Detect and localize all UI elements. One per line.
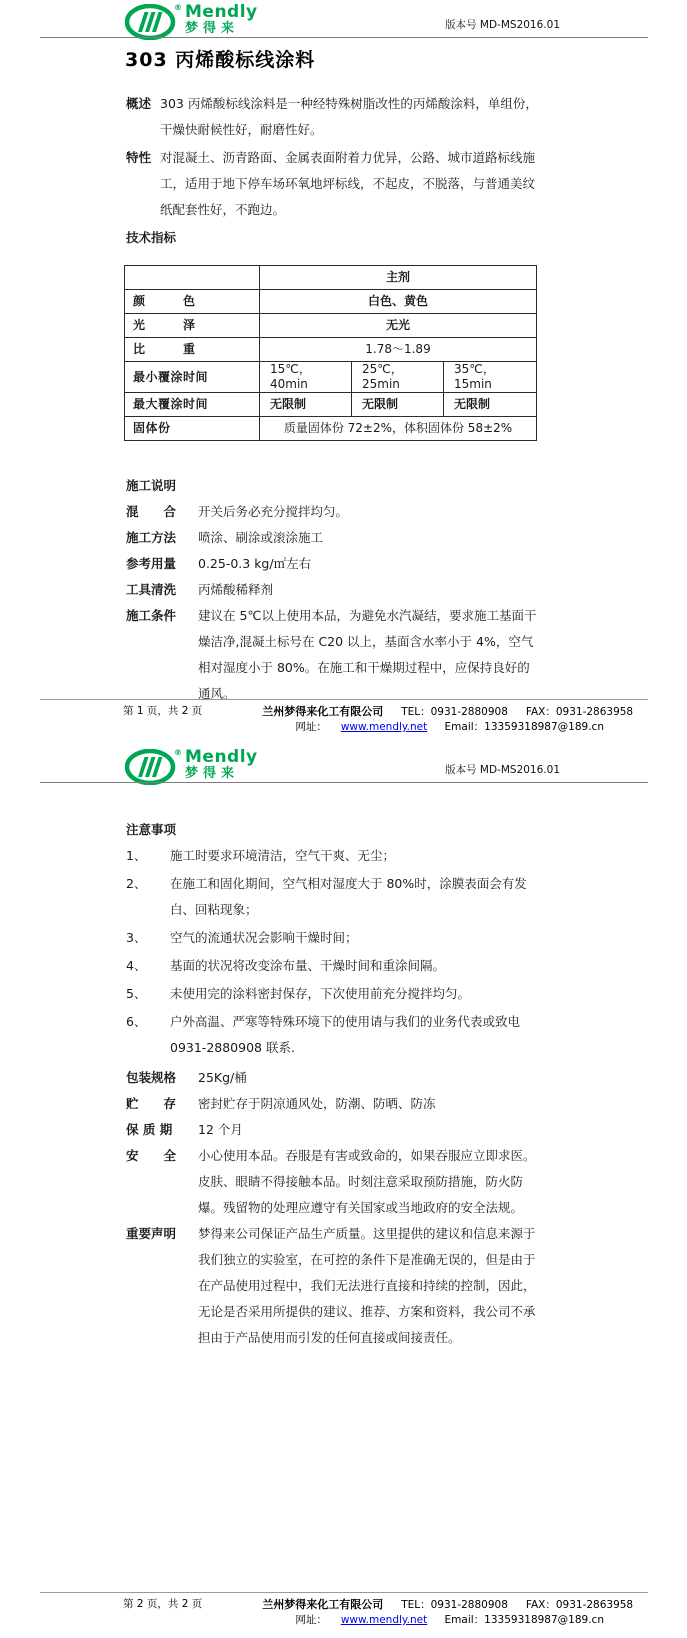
- construction-item-dosage: [126, 551, 542, 577]
- tech-spec-heading: 技术指标: [126, 230, 177, 245]
- table-label-min-recoat: 最小覆涂时间: [125, 362, 260, 393]
- packaging-label: 包装规格: [126, 1070, 177, 1085]
- conditions-label: 施工条件: [126, 608, 177, 623]
- construction-heading: 施工说明: [126, 478, 177, 493]
- shelf-life-text: 12 个月: [198, 1122, 243, 1137]
- construction-item-method: [126, 525, 542, 551]
- version-label: 版本号 MD-MS2016.01: [445, 19, 560, 31]
- header-divider: [40, 782, 648, 783]
- table-cell-empty: [125, 266, 260, 290]
- company-email: Email：13359318987@189.cn: [444, 1614, 604, 1626]
- overview-section: [126, 91, 542, 143]
- storage-text: 密封贮存于阴凉通风处，防潮、防晒、防冻: [198, 1096, 436, 1111]
- company-info: [262, 1597, 651, 1628]
- safety-text: 小心使用本品。吞服是有害或致命的，如果吞服应立即求医。皮肤、眼睛不得接触本品。时刻注意采取预防措施，防火防爆。残留物的处理应遵守有关国家或当地政府的安全法规。: [198, 1148, 536, 1215]
- company-fax: FAX：0931-2863958: [525, 1599, 634, 1611]
- mendly-logo-icon: [125, 4, 177, 40]
- website-link[interactable]: www.mendly.net: [340, 721, 428, 733]
- website-link[interactable]: www.mendly.net: [340, 1614, 428, 1626]
- logo-text: [185, 4, 258, 35]
- info-item-safety: [126, 1143, 544, 1221]
- dosage-label: 参考用量: [126, 556, 177, 571]
- footer-divider: [40, 699, 648, 700]
- notes-heading: 注意事项: [126, 822, 177, 837]
- version-label: 版本号 MD-MS2016.01: [445, 764, 560, 776]
- info-item-storage: [126, 1091, 544, 1117]
- table-value-gloss: 无光: [260, 314, 537, 338]
- cleaning-text: 丙烯酸稀释剂: [198, 582, 274, 597]
- table-row-max-recoat: [125, 393, 537, 417]
- construction-item-cleaning: [126, 577, 542, 603]
- page1-header: [0, 0, 687, 38]
- note-number: 3、: [126, 930, 147, 945]
- method-label: 施工方法: [126, 530, 177, 545]
- table-row-density: [125, 338, 537, 362]
- page-number: 第 1 页，共 2 页: [123, 705, 203, 717]
- note-number: 1、: [126, 848, 147, 863]
- method-text: 喷涂、刷涂或滚涂施工: [198, 530, 324, 545]
- table-label-gloss: 光 泽: [125, 314, 260, 338]
- header-divider: [40, 37, 648, 38]
- note-text: 户外高温、严寒等特殊环境下的使用请与我们的业务代表或致电 0931-2880908 联系.: [170, 1014, 521, 1055]
- table-row-min-recoat: [125, 362, 537, 393]
- note-item-1: [126, 843, 544, 869]
- table-row-gloss: [125, 314, 537, 338]
- construction-item-conditions: [126, 603, 542, 707]
- overview-label: 概述: [126, 96, 152, 111]
- note-text: 未使用完的涂料密封保存，下次使用前充分搅拌均匀。: [170, 986, 471, 1001]
- page-2: [0, 745, 687, 1638]
- mendly-logo: [125, 749, 258, 785]
- feature-label: 特性: [126, 150, 152, 165]
- brand-name: Mendly: [185, 2, 258, 22]
- page-1: [0, 0, 687, 745]
- notes-list: [0, 843, 687, 1061]
- note-item-2: [126, 871, 544, 923]
- info-item-disclaimer: [126, 1221, 544, 1351]
- table-row-header: [125, 266, 537, 290]
- page2-footer: [0, 1592, 687, 1638]
- mixing-text: 开关后务必充分搅拌均匀。: [198, 504, 349, 519]
- logo-text: [185, 749, 258, 780]
- note-number: 5、: [126, 986, 147, 1001]
- table-value-solids: 质量固体份 72±2%，体积固体份 58±2%: [260, 417, 537, 441]
- company-tel: TEL：0931-2880908: [401, 706, 508, 718]
- page1-footer: [0, 699, 687, 745]
- table-value-color: 白色、黄色: [260, 290, 537, 314]
- table-value-density: 1.78～1.89: [260, 338, 537, 362]
- brand-name-cn: 梦得来: [185, 766, 240, 781]
- registered-trademark: ®: [174, 748, 182, 757]
- table-label-solids: 固体份: [125, 417, 260, 441]
- table-row-color: [125, 290, 537, 314]
- conditions-text: 建议在 5℃以上使用本品，为避免水汽凝结，要求施工基面干燥洁净,混凝土标号在 C20 以上，基面含水率小于 4%，空气相对湿度小于 80%。在施工和干燥期过程中，应保持良好的通风。: [198, 608, 537, 701]
- disclaimer-text: 梦得来公司保证产品生产质量。这里提供的建议和信息来源于我们独立的实验室，在可控的条件下是准确无误的，但是由于在产品使用过程中，我们无法进行直接和持续的控制，因此，无论是否采用所提供的建议、推荐、方案和资料，我公司不承担由于产品使用而引发的任何直接或间接责任。: [198, 1226, 536, 1345]
- page-title: 303 丙烯酸标线涂料: [125, 49, 316, 71]
- mendly-logo-icon: [125, 749, 177, 785]
- table-row-solids: [125, 417, 537, 441]
- mendly-logo: [125, 4, 258, 40]
- company-fax: FAX：0931-2863958: [525, 706, 634, 718]
- feature-section: [126, 145, 542, 223]
- website-label: 网址：: [295, 721, 327, 733]
- note-item-5: [126, 981, 544, 1007]
- table-value-min-25c: 25℃，25min: [352, 362, 444, 393]
- safety-label: 安 全: [126, 1148, 177, 1163]
- company-line1: [262, 704, 651, 720]
- website-label: 网址：: [295, 1614, 327, 1626]
- page2-header: [0, 745, 687, 783]
- cleaning-label: 工具清洗: [126, 582, 177, 597]
- storage-label: 贮 存: [126, 1096, 177, 1111]
- website-row: [295, 1614, 427, 1626]
- company-info: [262, 704, 651, 735]
- footer-divider: [40, 1592, 648, 1593]
- footer-body: [0, 1592, 687, 1628]
- table-value-max-15c: 无限制: [260, 393, 352, 417]
- disclaimer-label: 重要声明: [126, 1226, 177, 1241]
- note-item-4: [126, 953, 544, 979]
- note-text: 在施工和固化期间，空气相对湿度大于 80%时，涂膜表面会有发白、回粘现象；: [170, 876, 527, 917]
- table-value-max-35c: 无限制: [444, 393, 537, 417]
- shelf-life-label: 保 质 期: [126, 1122, 173, 1137]
- company-name: 兰州梦得来化工有限公司: [262, 1598, 384, 1611]
- table-value-max-25c: 无限制: [352, 393, 444, 417]
- company-tel: TEL：0931-2880908: [401, 1599, 508, 1611]
- table-label-max-recoat: 最大覆涂时间: [125, 393, 260, 417]
- brand-name: Mendly: [185, 747, 258, 767]
- note-number: 4、: [126, 958, 147, 973]
- info-list: [0, 1065, 687, 1351]
- brand-name-cn: 梦得来: [185, 21, 240, 36]
- overview-text: 303 丙烯酸标线涂料是一种经特殊树脂改性的丙烯酸涂料，单组份，干燥快耐候性好，耐磨性好。: [160, 96, 538, 137]
- company-line1: [262, 1597, 651, 1613]
- info-item-shelf-life: [126, 1117, 544, 1143]
- table-label-density: 比 重: [125, 338, 260, 362]
- table-cell-main-agent: 主剂: [260, 266, 537, 290]
- note-item-3: [126, 925, 544, 951]
- table-label-color: 颜 色: [125, 290, 260, 314]
- page-number: 第 2 页，共 2 页: [123, 1598, 203, 1610]
- note-text: 空气的流通状况会影响干燥时间；: [170, 930, 358, 945]
- company-email: Email：13359318987@189.cn: [444, 721, 604, 733]
- dosage-text: 0.25-0.3 kg/㎡左右: [198, 556, 312, 571]
- footer-body: [0, 699, 687, 735]
- construction-item-mixing: [126, 499, 542, 525]
- info-item-packaging: [126, 1065, 544, 1091]
- packaging-text: 25Kg/桶: [198, 1070, 247, 1085]
- table-value-min-35c: 35℃，15min: [444, 362, 537, 393]
- note-number: 6、: [126, 1014, 147, 1029]
- feature-text: 对混凝土、沥青路面、金属表面附着力优异，公路、城市道路标线施工，适用于地下停车场环氧地坪标线，不起皮，不脱落，与普通美纹纸配套性好，不跑边。: [160, 150, 536, 217]
- mixing-label: 混 合: [126, 504, 177, 519]
- company-line2: [262, 720, 651, 735]
- note-number: 2、: [126, 876, 147, 891]
- company-line2: [262, 1613, 651, 1628]
- table-value-min-15c: 15℃，40min: [260, 362, 352, 393]
- tech-spec-table: [124, 265, 537, 441]
- website-row: [295, 721, 427, 733]
- registered-trademark: ®: [174, 3, 182, 12]
- note-text: 施工时要求环境清洁，空气干爽、无尘；: [170, 848, 396, 863]
- note-text: 基面的状况将改变涂布量、干燥时间和重涂间隔。: [170, 958, 446, 973]
- company-name: 兰州梦得来化工有限公司: [262, 705, 384, 718]
- note-item-6: [126, 1009, 544, 1061]
